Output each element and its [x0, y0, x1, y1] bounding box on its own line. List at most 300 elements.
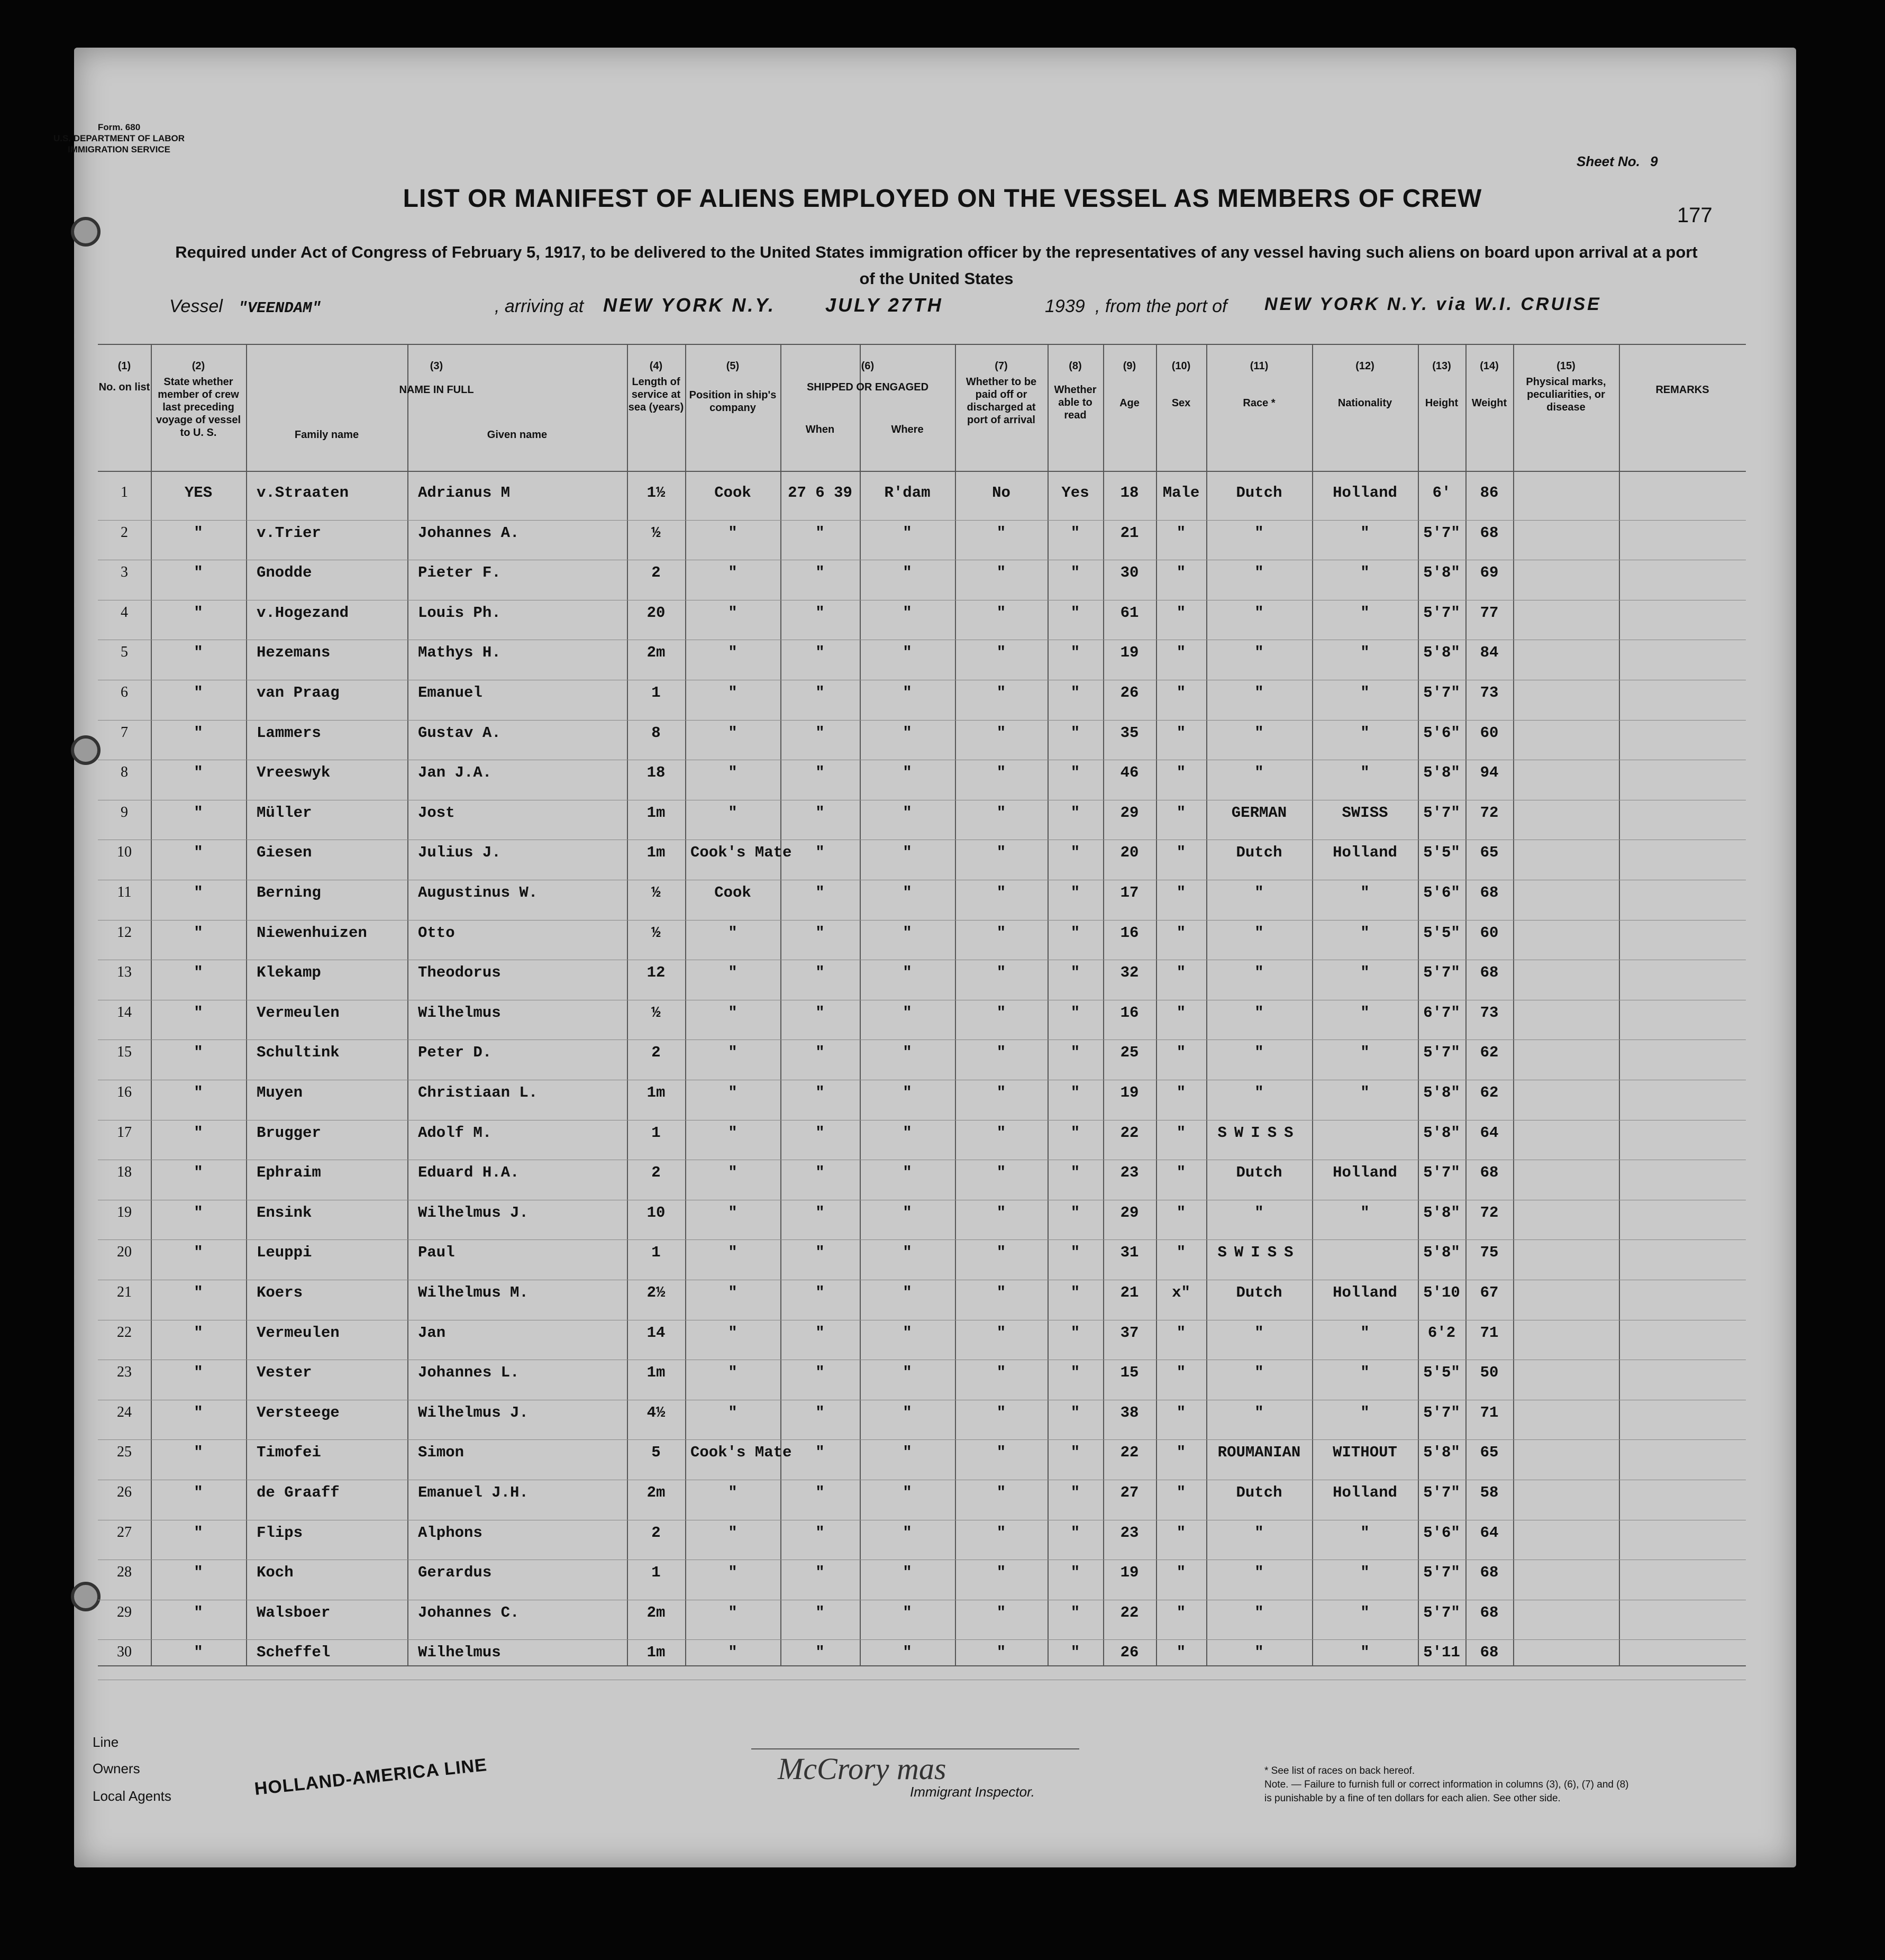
- cell-service: 12: [646, 964, 666, 982]
- col-15-number: (15): [1556, 360, 1576, 372]
- cell-nat: WITHOUT: [1333, 1444, 1397, 1462]
- cell-read: ": [1070, 644, 1080, 662]
- cell-height: 5'6": [1423, 884, 1460, 901]
- cell-when: ": [815, 1564, 825, 1582]
- cell-service: 2: [651, 1524, 661, 1542]
- cell-where: ": [903, 1284, 912, 1301]
- cell-service: 4½: [646, 1403, 666, 1421]
- cell-age: 61: [1120, 604, 1139, 622]
- cell-read: ": [1070, 924, 1080, 942]
- cell-sex: ": [1176, 1084, 1186, 1101]
- cell-sex: ": [1176, 1124, 1186, 1142]
- cell-family: Gnodde: [257, 564, 312, 582]
- punch-hole: [71, 1582, 101, 1611]
- cell-race: ": [1254, 1004, 1264, 1022]
- cell-sex: ": [1176, 1044, 1186, 1062]
- cell-age: 22: [1120, 1603, 1139, 1621]
- cell-prev: ": [194, 1164, 203, 1182]
- cell-sex: ": [1176, 844, 1186, 862]
- cell-prev: ": [194, 844, 203, 862]
- cell-read: Yes: [1061, 484, 1089, 502]
- cell-family: v.Trier: [257, 524, 321, 542]
- cell-position: ": [728, 644, 737, 662]
- line-label: Line: [93, 1734, 119, 1750]
- cell-paid: ": [996, 524, 1006, 542]
- cell-race: ": [1254, 1084, 1264, 1101]
- cell-read: ": [1070, 1244, 1080, 1262]
- form-info: [53, 122, 185, 155]
- cell-height: 5'7": [1423, 604, 1460, 622]
- cell-paid: ": [996, 844, 1006, 862]
- cell-service: 2½: [646, 1284, 666, 1301]
- cell-service: 2m: [646, 1484, 666, 1501]
- cell-height: 5'7": [1423, 1044, 1460, 1062]
- cell-where: ": [903, 564, 912, 582]
- cell-when: ": [815, 1524, 825, 1542]
- cell-read: ": [1070, 884, 1080, 901]
- cell-where: ": [903, 644, 912, 662]
- cell-race: ": [1254, 524, 1264, 542]
- cell-when: ": [815, 1244, 825, 1262]
- cell-where: ": [903, 1603, 912, 1621]
- cell-weight: 71: [1480, 1403, 1499, 1421]
- cell-family: Müller: [257, 804, 312, 822]
- cell-weight: 84: [1480, 644, 1499, 662]
- cell-service: 8: [651, 724, 661, 742]
- cell-no: 29: [117, 1603, 132, 1620]
- cell-position: ": [728, 1244, 737, 1262]
- cell-read: ": [1070, 604, 1080, 622]
- cell-given: Christiaan L.: [418, 1084, 538, 1101]
- cell-prev: ": [194, 604, 203, 622]
- col-3-header: NAME IN FULL: [399, 384, 474, 396]
- cell-height: 5'8": [1423, 764, 1460, 782]
- cell-position: Cook: [714, 884, 751, 901]
- cell-where: ": [903, 684, 912, 701]
- column-rule: [407, 344, 408, 1666]
- cell-height: 5'6": [1423, 724, 1460, 742]
- col-6a-header: When: [805, 424, 835, 435]
- cell-paid: ": [996, 1644, 1006, 1662]
- cell-family: Schultink: [257, 1044, 340, 1062]
- cell-when: ": [815, 764, 825, 782]
- cell-position: ": [728, 604, 737, 622]
- cell-age: 18: [1120, 484, 1139, 502]
- cell-age: 26: [1120, 1644, 1139, 1662]
- cell-paid: ": [996, 1164, 1006, 1182]
- cell-weight: 72: [1480, 804, 1499, 822]
- cell-prev: ": [194, 1324, 203, 1342]
- col-14-number: (14): [1480, 360, 1499, 372]
- cell-when: ": [815, 644, 825, 662]
- arrival-date: JULY 27TH: [825, 294, 943, 316]
- cell-race: ": [1254, 684, 1264, 701]
- cell-sex: ": [1176, 1403, 1186, 1421]
- cell-when: ": [815, 844, 825, 862]
- cell-position: ": [728, 1524, 737, 1542]
- cell-read: ": [1070, 1484, 1080, 1501]
- arrival-port: NEW YORK N.Y.: [603, 294, 776, 316]
- cell-position: ": [728, 1204, 737, 1221]
- cell-nat: ": [1360, 1644, 1370, 1662]
- cell-nat: ": [1360, 1603, 1370, 1621]
- cell-age: 23: [1120, 1164, 1139, 1182]
- cell-given: Louis Ph.: [418, 604, 501, 622]
- cell-family: Lammers: [257, 724, 321, 742]
- col-7-header: Whether to be paid off or discharged at port of arrival: [966, 376, 1037, 426]
- col-1-header: No. on list: [98, 381, 150, 393]
- cell-no: 25: [117, 1444, 132, 1461]
- cell-read: ": [1070, 1603, 1080, 1621]
- cell-race: ": [1254, 1324, 1264, 1342]
- cell-family: Ephraim: [257, 1164, 321, 1182]
- cell-paid: ": [996, 1004, 1006, 1022]
- cell-race: ": [1254, 1044, 1264, 1062]
- col-13-number: (13): [1432, 360, 1451, 372]
- form-number: Form. 680: [97, 122, 141, 132]
- cell-race: SWISS: [1217, 1244, 1301, 1262]
- from-label: , from the port of: [1095, 296, 1227, 316]
- cell-paid: ": [996, 884, 1006, 901]
- cell-race: ": [1254, 764, 1264, 782]
- cell-height: 5'7": [1423, 1164, 1460, 1182]
- cell-sex: ": [1176, 604, 1186, 622]
- cell-position: ": [728, 1403, 737, 1421]
- cell-age: 16: [1120, 1004, 1139, 1022]
- cell-given: Gustav A.: [418, 724, 501, 742]
- cell-nat: ": [1360, 1403, 1370, 1421]
- cell-height: 5'7": [1423, 1484, 1460, 1501]
- owners-label: Owners: [93, 1761, 140, 1776]
- cell-paid: ": [996, 1603, 1006, 1621]
- cell-paid: ": [996, 1244, 1006, 1262]
- cell-height: 5'10: [1423, 1284, 1460, 1301]
- cell-sex: ": [1176, 524, 1186, 542]
- cell-when: 27 6 39: [788, 484, 852, 502]
- cell-age: 29: [1120, 804, 1139, 822]
- cell-given: Johannes A.: [418, 524, 520, 542]
- col-3a-header: Family name: [294, 429, 359, 441]
- cell-age: 19: [1120, 644, 1139, 662]
- cell-nat: ": [1360, 1324, 1370, 1342]
- cell-when: ": [815, 1004, 825, 1022]
- cell-given: Otto: [418, 924, 455, 942]
- cell-nat: ": [1360, 524, 1370, 542]
- cell-no: 26: [117, 1484, 132, 1500]
- cell-given: Peter D.: [418, 1044, 492, 1062]
- cell-where: ": [903, 1644, 912, 1662]
- cell-service: 1: [651, 684, 661, 701]
- col-14-header: Weight: [1471, 397, 1507, 409]
- department: U.S. DEPARTMENT OF LABOR: [53, 133, 185, 143]
- cell-height: 5'6": [1423, 1524, 1460, 1542]
- cell-where: ": [903, 1124, 912, 1142]
- cell-prev: ": [194, 1564, 203, 1582]
- cell-prev: ": [194, 1004, 203, 1022]
- cell-nat: ": [1360, 1524, 1370, 1542]
- cell-position: ": [728, 1644, 737, 1662]
- cell-sex: ": [1176, 1164, 1186, 1182]
- col-6b-header: Where: [891, 424, 924, 435]
- sheet-label: Sheet No.: [1577, 153, 1640, 169]
- cell-weight: 67: [1480, 1284, 1499, 1301]
- cell-height: 5'8": [1423, 1204, 1460, 1221]
- cell-nat: ": [1360, 884, 1370, 901]
- col-11-header: Race *: [1243, 397, 1276, 409]
- cell-height: 6'2: [1427, 1324, 1456, 1342]
- cell-given: Emanuel: [418, 684, 482, 701]
- cell-no: 18: [117, 1164, 132, 1181]
- cell-when: ": [815, 924, 825, 942]
- inspector-signature: McCrory mas: [778, 1752, 946, 1786]
- cell-paid: ": [996, 1484, 1006, 1501]
- col-12-number: (12): [1355, 360, 1374, 372]
- cell-weight: 71: [1480, 1324, 1499, 1342]
- cell-weight: 68: [1480, 1164, 1499, 1182]
- cell-sex: ": [1176, 1644, 1186, 1662]
- footnote: [1264, 1764, 1628, 1806]
- cell-nat: ": [1360, 564, 1370, 582]
- arriving-label: , arriving at: [495, 296, 584, 316]
- cell-service: 1m: [646, 1644, 666, 1662]
- cell-no: 14: [117, 1004, 132, 1020]
- cell-service: 10: [646, 1204, 666, 1221]
- cell-nat: ": [1360, 1564, 1370, 1582]
- cell-paid: ": [996, 1324, 1006, 1342]
- cell-sex: ": [1176, 1484, 1186, 1501]
- cell-no: 21: [117, 1284, 132, 1300]
- cell-family: Klekamp: [257, 964, 321, 982]
- cell-where: ": [903, 524, 912, 542]
- cell-race: ": [1254, 1204, 1264, 1221]
- cell-family: Ensink: [257, 1204, 312, 1221]
- cell-paid: ": [996, 1204, 1006, 1221]
- cell-height: 6': [1432, 484, 1451, 502]
- cell-sex: ": [1176, 644, 1186, 662]
- row-rule: [98, 1439, 1746, 1440]
- cell-service: 1m: [646, 1364, 666, 1382]
- footnote-2: Note. — Failure to furnish full or correct information in columns (3), (6), (7) and (8): [1264, 1779, 1629, 1790]
- col-5-header: Position in ship's company: [689, 389, 777, 414]
- cell-no: 7: [121, 724, 128, 741]
- cell-position: ": [728, 764, 737, 782]
- cell-read: ": [1070, 1084, 1080, 1101]
- cell-race: ": [1254, 1603, 1264, 1621]
- cell-family: Vermeulen: [257, 1004, 340, 1022]
- cell-no: 4: [121, 604, 128, 621]
- cell-age: 21: [1120, 524, 1139, 542]
- arrival-year: 1939: [1045, 296, 1085, 316]
- row-rule: [98, 520, 1746, 521]
- agents-label: Local Agents: [93, 1788, 171, 1804]
- vessel-name: "VEENDAM": [238, 299, 321, 317]
- cell-prev: ": [194, 724, 203, 742]
- cell-weight: 60: [1480, 724, 1499, 742]
- cell-when: ": [815, 1444, 825, 1462]
- col-3-number: (3): [430, 360, 443, 372]
- cell-prev: ": [194, 1484, 203, 1501]
- cell-age: 21: [1120, 1284, 1139, 1301]
- cell-position: ": [728, 1564, 737, 1582]
- cell-weight: 68: [1480, 1564, 1499, 1582]
- cell-height: 5'11: [1423, 1644, 1460, 1662]
- cell-where: ": [903, 724, 912, 742]
- cell-position: ": [728, 1284, 737, 1301]
- cell-prev: ": [194, 804, 203, 822]
- cell-weight: 64: [1480, 1124, 1499, 1142]
- cell-prev: ": [194, 1644, 203, 1662]
- cell-paid: ": [996, 1403, 1006, 1421]
- cell-no: 22: [117, 1324, 132, 1341]
- cell-prev: ": [194, 1124, 203, 1142]
- cell-height: 5'5": [1423, 844, 1460, 862]
- cell-position: ": [728, 1084, 737, 1101]
- subtitle-line-2: of the United States: [859, 269, 1014, 288]
- cell-family: Vreeswyk: [257, 764, 331, 782]
- cell-nat: ": [1360, 684, 1370, 701]
- cell-paid: ": [996, 644, 1006, 662]
- cell-read: ": [1070, 804, 1080, 822]
- cell-family: Koers: [257, 1284, 303, 1301]
- cell-read: ": [1070, 1124, 1080, 1142]
- cell-race: Dutch: [1236, 1284, 1282, 1301]
- cell-weight: 65: [1480, 1444, 1499, 1462]
- cell-weight: 68: [1480, 524, 1499, 542]
- col-12-header: Nationality: [1337, 397, 1392, 409]
- cell-prev: ": [194, 924, 203, 942]
- document-title: LIST OR MANIFEST OF ALIENS EMPLOYED ON THE VESSEL AS MEMBERS OF CREW: [403, 185, 1482, 213]
- cell-weight: 94: [1480, 764, 1499, 782]
- cell-race: ": [1254, 564, 1264, 582]
- sheet-value: 9: [1650, 153, 1658, 169]
- cell-prev: ": [194, 524, 203, 542]
- cell-service: ½: [651, 524, 661, 542]
- cell-read: ": [1070, 1004, 1080, 1022]
- cell-where: ": [903, 1444, 912, 1462]
- cell-service: 2m: [646, 1603, 666, 1621]
- cell-read: ": [1070, 1403, 1080, 1421]
- cell-where: ": [903, 1004, 912, 1022]
- signature-line: [751, 1748, 1079, 1749]
- cell-given: Johannes C.: [418, 1603, 520, 1621]
- cell-position: ": [728, 1364, 737, 1382]
- cell-given: Pieter F.: [418, 564, 501, 582]
- cell-age: 22: [1120, 1124, 1139, 1142]
- cell-where: ": [903, 1244, 912, 1262]
- cell-no: 24: [117, 1403, 132, 1420]
- cell-where: ": [903, 884, 912, 901]
- cell-race: ": [1254, 724, 1264, 742]
- punch-hole: [71, 735, 101, 765]
- cell-no: 28: [117, 1564, 132, 1581]
- cell-nat: ": [1360, 964, 1370, 982]
- cell-no: 23: [117, 1364, 132, 1381]
- cell-service: 2: [651, 1044, 661, 1062]
- cell-where: ": [903, 604, 912, 622]
- cell-service: 1m: [646, 1084, 666, 1101]
- cell-given: Simon: [418, 1444, 465, 1462]
- cell-service: 5: [651, 1444, 661, 1462]
- cell-given: Eduard H.A.: [418, 1164, 520, 1182]
- vessel-line: [169, 296, 321, 317]
- cell-nat: Holland: [1333, 1284, 1397, 1301]
- cell-weight: 62: [1480, 1084, 1499, 1101]
- cell-when: ": [815, 1204, 825, 1221]
- sheet-number: [1577, 153, 1658, 170]
- cell-prev: ": [194, 1364, 203, 1382]
- cell-nat: ": [1360, 1044, 1370, 1062]
- document-subtitle: [138, 239, 1735, 292]
- cell-family: Scheffel: [257, 1644, 331, 1662]
- cell-when: ": [815, 1044, 825, 1062]
- cell-race: Dutch: [1236, 1484, 1282, 1501]
- cell-sex: ": [1176, 924, 1186, 942]
- cell-sex: ": [1176, 1324, 1186, 1342]
- col-2-header: State whether member of crew last preceding voyage of vessel to U. S.: [156, 376, 241, 439]
- cell-no: 13: [117, 964, 132, 981]
- cell-prev: YES: [184, 484, 213, 502]
- cell-position: Cook's Mate: [690, 1444, 792, 1462]
- cell-no: 15: [117, 1044, 132, 1061]
- cell-given: Wilhelmus J.: [418, 1204, 529, 1221]
- cell-weight: 68: [1480, 964, 1499, 982]
- cell-age: 26: [1120, 684, 1139, 701]
- cell-given: Jan J.A.: [418, 764, 492, 782]
- cell-sex: ": [1176, 1204, 1186, 1221]
- owner-stamp: HOLLAND-AMERICA LINE: [253, 1755, 488, 1799]
- cell-weight: 86: [1480, 484, 1499, 502]
- cell-age: 38: [1120, 1403, 1139, 1421]
- cell-family: v.Hogezand: [257, 604, 349, 622]
- cell-position: ": [728, 1603, 737, 1621]
- cell-family: Hezemans: [257, 644, 331, 662]
- cell-no: 8: [121, 764, 128, 781]
- cell-family: Timofei: [257, 1444, 321, 1462]
- cell-height: 5'5": [1423, 1364, 1460, 1382]
- cell-race: Dutch: [1236, 484, 1282, 502]
- cell-nat: ": [1360, 604, 1370, 622]
- cell-sex: ": [1176, 884, 1186, 901]
- cell-service: 1m: [646, 844, 666, 862]
- cell-paid: ": [996, 1444, 1006, 1462]
- cell-service: 14: [646, 1324, 666, 1342]
- cell-age: 37: [1120, 1324, 1139, 1342]
- cell-weight: 58: [1480, 1484, 1499, 1501]
- cell-no: 12: [117, 924, 132, 941]
- cell-given: Johannes L.: [418, 1364, 520, 1382]
- cell-weight: 68: [1480, 1603, 1499, 1621]
- cell-given: Emanuel J.H.: [418, 1484, 529, 1501]
- cell-where: ": [903, 1484, 912, 1501]
- cell-position: ": [728, 524, 737, 542]
- cell-race: ": [1254, 1524, 1264, 1542]
- cell-prev: ": [194, 1603, 203, 1621]
- cell-nat: ": [1360, 924, 1370, 942]
- cell-where: ": [903, 804, 912, 822]
- cell-weight: 72: [1480, 1204, 1499, 1221]
- cell-age: 35: [1120, 724, 1139, 742]
- column-rule: [246, 344, 247, 1666]
- cell-when: ": [815, 1084, 825, 1101]
- cell-service: 18: [646, 764, 666, 782]
- cell-service: 1: [651, 1564, 661, 1582]
- cell-sex: x": [1172, 1284, 1190, 1301]
- cell-weight: 50: [1480, 1364, 1499, 1382]
- cell-family: v.Straaten: [257, 484, 349, 502]
- cell-race: GERMAN: [1231, 804, 1287, 822]
- cell-service: ½: [651, 884, 661, 901]
- cell-sex: ": [1176, 1564, 1186, 1582]
